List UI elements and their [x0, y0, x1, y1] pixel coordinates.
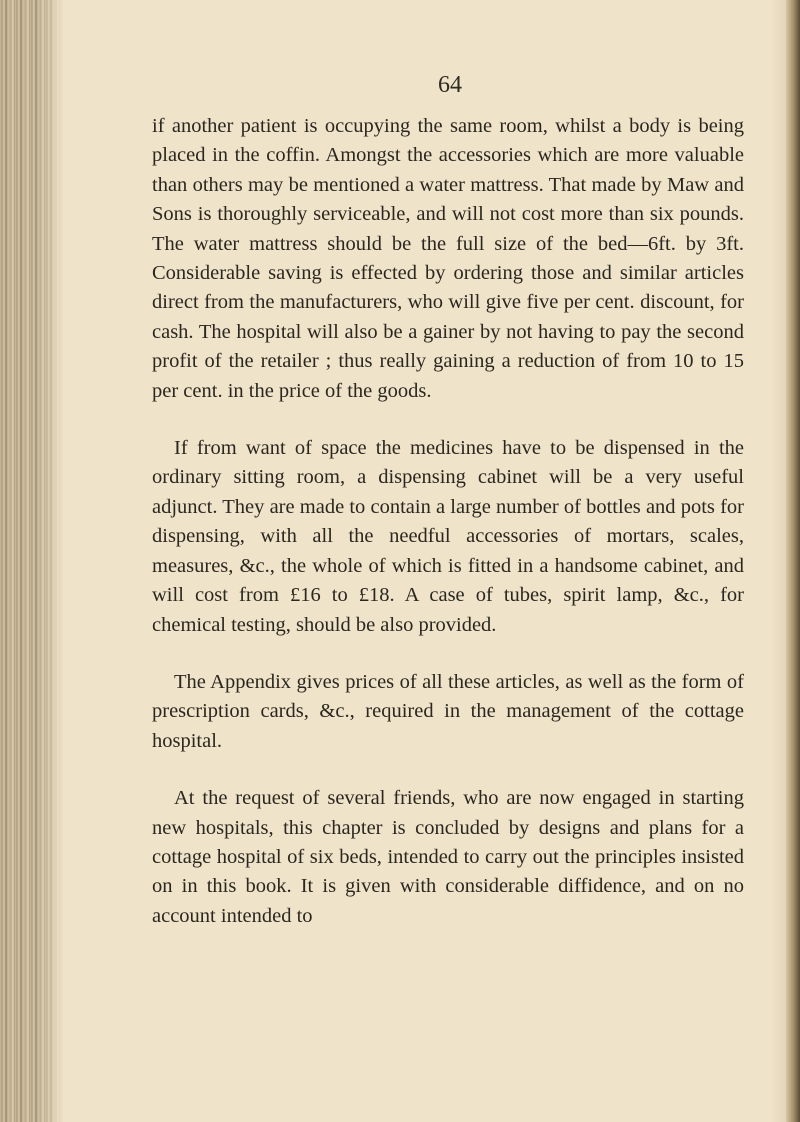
body-text [152, 112, 744, 931]
paragraph-4: At the request of several friends, who are now engaged in starting new hospitals, this chapter is concluded by designs and plans for a cottage hospital of six beds, intended to carry out the principles insisted on in this book. It is given with considerable diffidence, and on no account intended to [152, 787, 744, 927]
page-number: 64 [438, 72, 462, 98]
paragraph-1: if another patient is occupying the same room, whilst a body is being placed in the coffin. Amongst the accessories which are more valuable than others may be mentioned a water mattress. That made by Maw and Sons is thoroughly serviceable, and will not cost more than six pounds. The water mattress should be the full size of the bed—6ft. by 3ft. Considerable saving is effected by ordering those and similar articles direct from the manufacturers, who will give five per cent. discount, for cash. The hospital will also be a gainer by not having to pay the second profit of the retailer ; thus really gaining a reduction of from 10 to 15 per cent. in the price of the goods. [152, 115, 744, 402]
page-edge-shadow [786, 0, 800, 1122]
paragraph-3: The Appendix gives prices of all these articles, as well as the form of prescription cards, &c., required in the management of the cottage hospital. [152, 670, 744, 752]
paragraph-2: If from want of space the medicines have to be dispensed in the ordinary sitting room, a dispensing cabinet will be a very useful adjunct. They are made to contain a large number of bottles and pots for dispensing, with all the needful accessories of mortars, scales, measures, &c., the whole of which is fitted in a handsome cabinet, and will cost from £16 to £18. A case of tubes, spirit lamp, &c., for chemical testing, should be also provided. [152, 437, 744, 636]
book-binding-edge [0, 0, 64, 1122]
